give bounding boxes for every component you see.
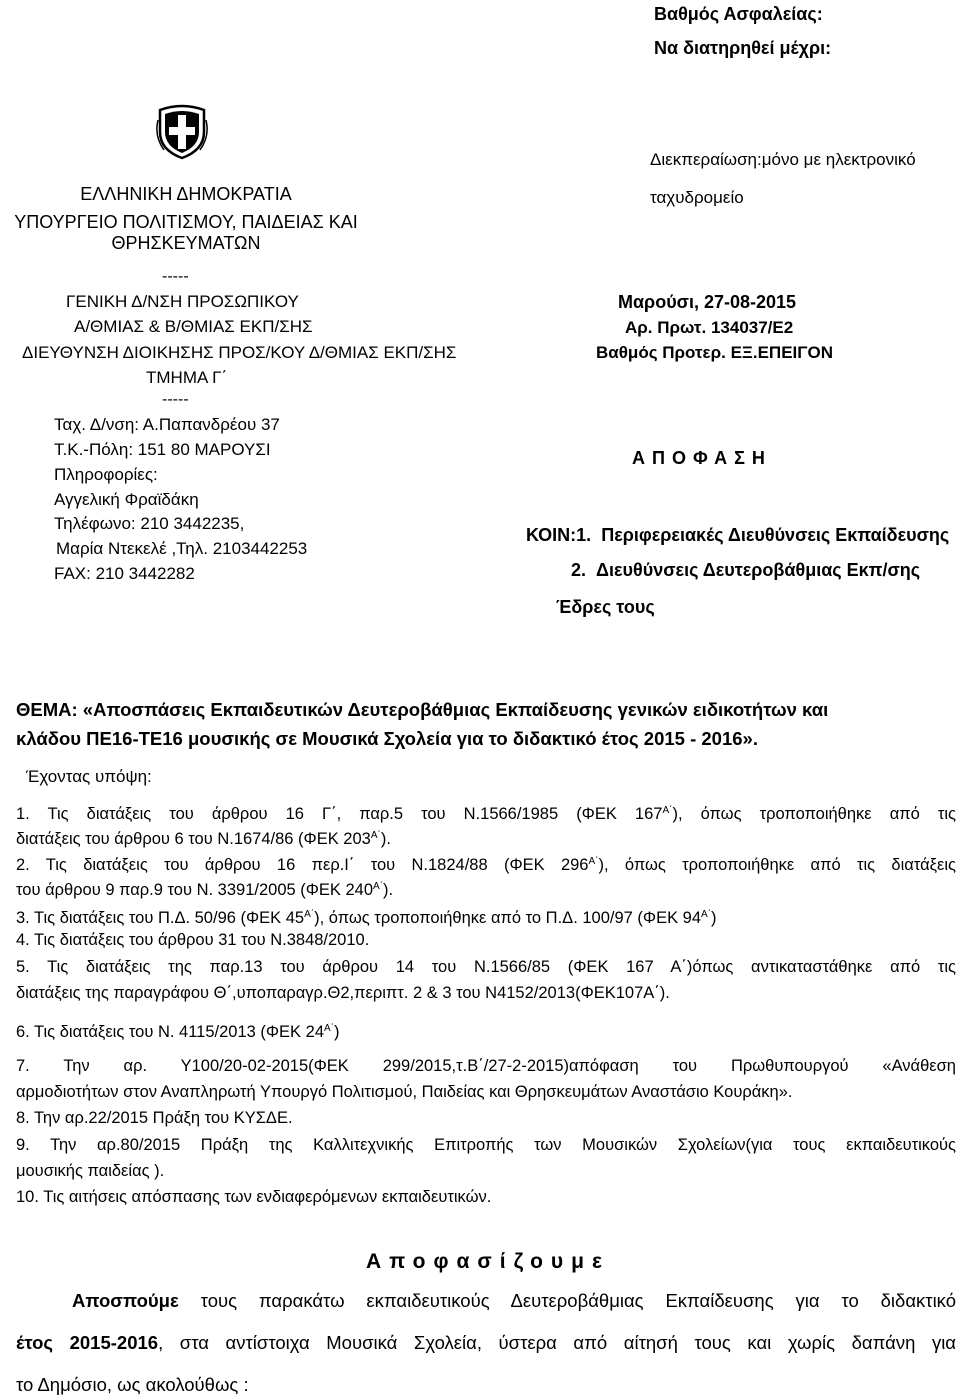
recipients-label: ΚΟΙΝ:1. Περιφερειακές Διευθύνσεις Εκπαίδευσης — [526, 525, 950, 545]
phone-number: Τηλέφωνο: 210 3442235, — [54, 514, 245, 533]
info-label: Πληροφορίες: — [54, 465, 158, 484]
greek-emblem-icon — [156, 100, 208, 160]
country-name: ΕΛΛΗΝΙΚΗ ΔΗΜΟΚΡΑΤΙΑ — [80, 184, 292, 204]
list-item: του άρθρου 9 παρ.9 του Ν. 3391/2005 (ΦΕΚ $240^{A΄}$). — [16, 881, 394, 899]
retain-until-label: Να διατηρηθεί μέχρι: — [654, 38, 832, 58]
list-item: 8. Την αρ.22/2015 Πράξη του ΚΥΣΔΕ. — [16, 1109, 293, 1127]
general-directorate: ΓΕΝΙΚΗ Δ/ΝΣΗ ΠΡΟΣΩΠΙΚΟΥ — [66, 292, 299, 311]
postal-code-city: Τ.Κ.-Πόλη: 151 80 ΜΑΡΟΥΣΙ — [54, 440, 271, 459]
contact-person: Αγγελική Φραϊδάκη — [54, 490, 199, 509]
transmission-line-1: Διεκπεραίωση:μόνο με ηλεκτρονικό — [650, 150, 916, 169]
list-item: διατάξεις της παραγράφου Θ΄,υποπαραγρ.Θ2,περιπτ. 2 & 3 του Ν4152/2013(ΦΕΚ107Α΄). — [16, 984, 670, 1002]
department-name: ΤΜΗΜΑ Γ΄ — [146, 368, 228, 387]
separator-line: ----- — [162, 391, 189, 408]
closing-line-3: το Δημόσιο, ως ακολούθως : — [16, 1374, 249, 1395]
protocol-number: Αρ. Πρωτ. 134037/Ε2 — [625, 318, 794, 337]
list-item: αρμοδιοτήτων στον Αναπληρωτή Υπουργό Πολιτισμού, Παιδείας και Θρησκευμάτων Αναστάσιο Κουράκη». — [16, 1083, 793, 1101]
list-item: μουσικής παιδείας ). — [16, 1162, 165, 1180]
recipients-seats: Έδρες τους — [556, 597, 655, 617]
list-item: 9. Την αρ.80/2015 Πράξη της Καλλιτεχνικής Επιτροπής των Μουσικών Σχολείων(για τους εκπαιδευτικούς — [16, 1136, 956, 1154]
list-item: 7. Την αρ. Υ100/20-02-2015(ΦΕΚ 299/2015,τ.Β΄/27-2-2015)απόφαση του Πρωθυπουργού «Ανάθεση — [16, 1057, 956, 1075]
considering-label: Έχοντας υπόψη: — [26, 767, 152, 786]
fax-number: FAX: 210 3442282 — [54, 564, 195, 583]
list-item: 4. Τις διατάξεις του άρθρου 31 του Ν.3848/2010. — [16, 931, 370, 949]
education-levels: Α/ΘΜΙΑΣ & Β/ΘΜΙΑΣ ΕΚΠ/ΣΗΣ — [74, 317, 313, 336]
we-decide-heading: Αποφασίζουμε — [366, 1250, 610, 1273]
list-item: 2. Τις διατάξεις του άρθρου 16 περ.Ι΄ του Ν.1824/88 (ΦΕΚ $296^{A΄}$), όπως τροποποιήθηκε από τις διατάξεις — [16, 856, 956, 874]
list-item: 6. Τις διατάξεις του Ν. 4115/2013 (ΦΕΚ $24^{A΄}$) — [16, 1023, 340, 1041]
place-date: Μαρούσι, 27-08-2015 — [618, 292, 797, 312]
list-item: 5. Τις διατάξεις της παρ.13 του άρθρου 14 του Ν.1566/85 (ΦΕΚ 167 Α΄)όπως αντικαταστάθηκε από τις — [16, 958, 956, 976]
decision-title: Α Π Ο Φ Α Σ Η — [632, 448, 766, 468]
recipient-1: Περιφερειακές Διευθύνσεις Εκπαίδευσης — [601, 525, 950, 545]
priority-level: Βαθμός Προτερ. ΕΞ.ΕΠΕΙΓΟΝ — [596, 343, 833, 362]
ministry-name: ΥΠΟΥΡΓΕΙΟ ΠΟΛΙΤΙΣΜΟΥ, ΠΑΙΔΕΙΑΣ ΚΑΙ ΘΡΗΣΚΕΥΜΑΤΩΝ — [14, 212, 358, 253]
list-item: 3. Τις διατάξεις του Π.Δ. 50/96 (ΦΕΚ $45^{A΄}$), όπως τροποποιήθηκε από το Π.Δ. 100/97 (ΦΕΚ $94^{A΄}$) — [16, 909, 717, 927]
separator-line: ----- — [162, 268, 189, 285]
subject-line-1: ΘΕΜΑ: «Αποσπάσεις Εκπαιδευτικών Δευτεροβάθμιας Εκπαίδευσης γενικών ειδικοτήτων και — [16, 699, 829, 720]
closing-line-2: έτος 2015-2016, στα αντίστοιχα Μουσικά Σχολεία, ύστερα από αίτησή τους και χωρίς δαπάνη για — [16, 1332, 957, 1353]
directorate-name: ΔΙΕΥΘΥΝΣΗ ΔΙΟΙΚΗΣΗΣ ΠΡΟΣ/ΚΟΥ Δ/ΘΜΙΑΣ ΕΚΠ/ΣΗΣ — [22, 343, 457, 362]
postal-address: Ταχ. Δ/νση: Α.Παπανδρέου 37 — [54, 415, 280, 434]
list-item: 1. Τις διατάξεις του άρθρου 16 Γ΄, παρ.5 του Ν.1566/1985 (ΦΕΚ $167^{A΄}$), όπως τροποποιήθηκε από τις — [16, 805, 956, 823]
list-item: 10. Τις αιτήσεις απόσπασης των ενδιαφερόμενων εκπαιδευτικών. — [16, 1188, 492, 1206]
contact-person-phone: Μαρία Ντεκελέ ,Τηλ. 2103442253 — [56, 539, 308, 558]
subject-line-2: κλάδου ΠΕ16-ΤΕ16 μουσικής σε Μουσικά Σχολεία για το διδακτικό έτος 2015 - 2016». — [16, 728, 758, 749]
transmission-line-2: ταχυδρομείο — [650, 188, 744, 207]
recipient-2: 2. Διευθύνσεις Δευτεροβάθμιας Εκπ/σης — [571, 560, 921, 580]
security-level-label: Βαθμός Ασφαλείας: — [654, 4, 823, 24]
list-item: διατάξεις του άρθρου 6 του Ν.1674/86 (ΦΕΚ $203^{A΄}$). — [16, 830, 391, 848]
closing-line-1: Αποσπούμε τους παρακάτω εκπαιδευτικούς Δευτεροβάθμιας Εκπαίδευσης για το διδακτικό — [72, 1290, 956, 1311]
